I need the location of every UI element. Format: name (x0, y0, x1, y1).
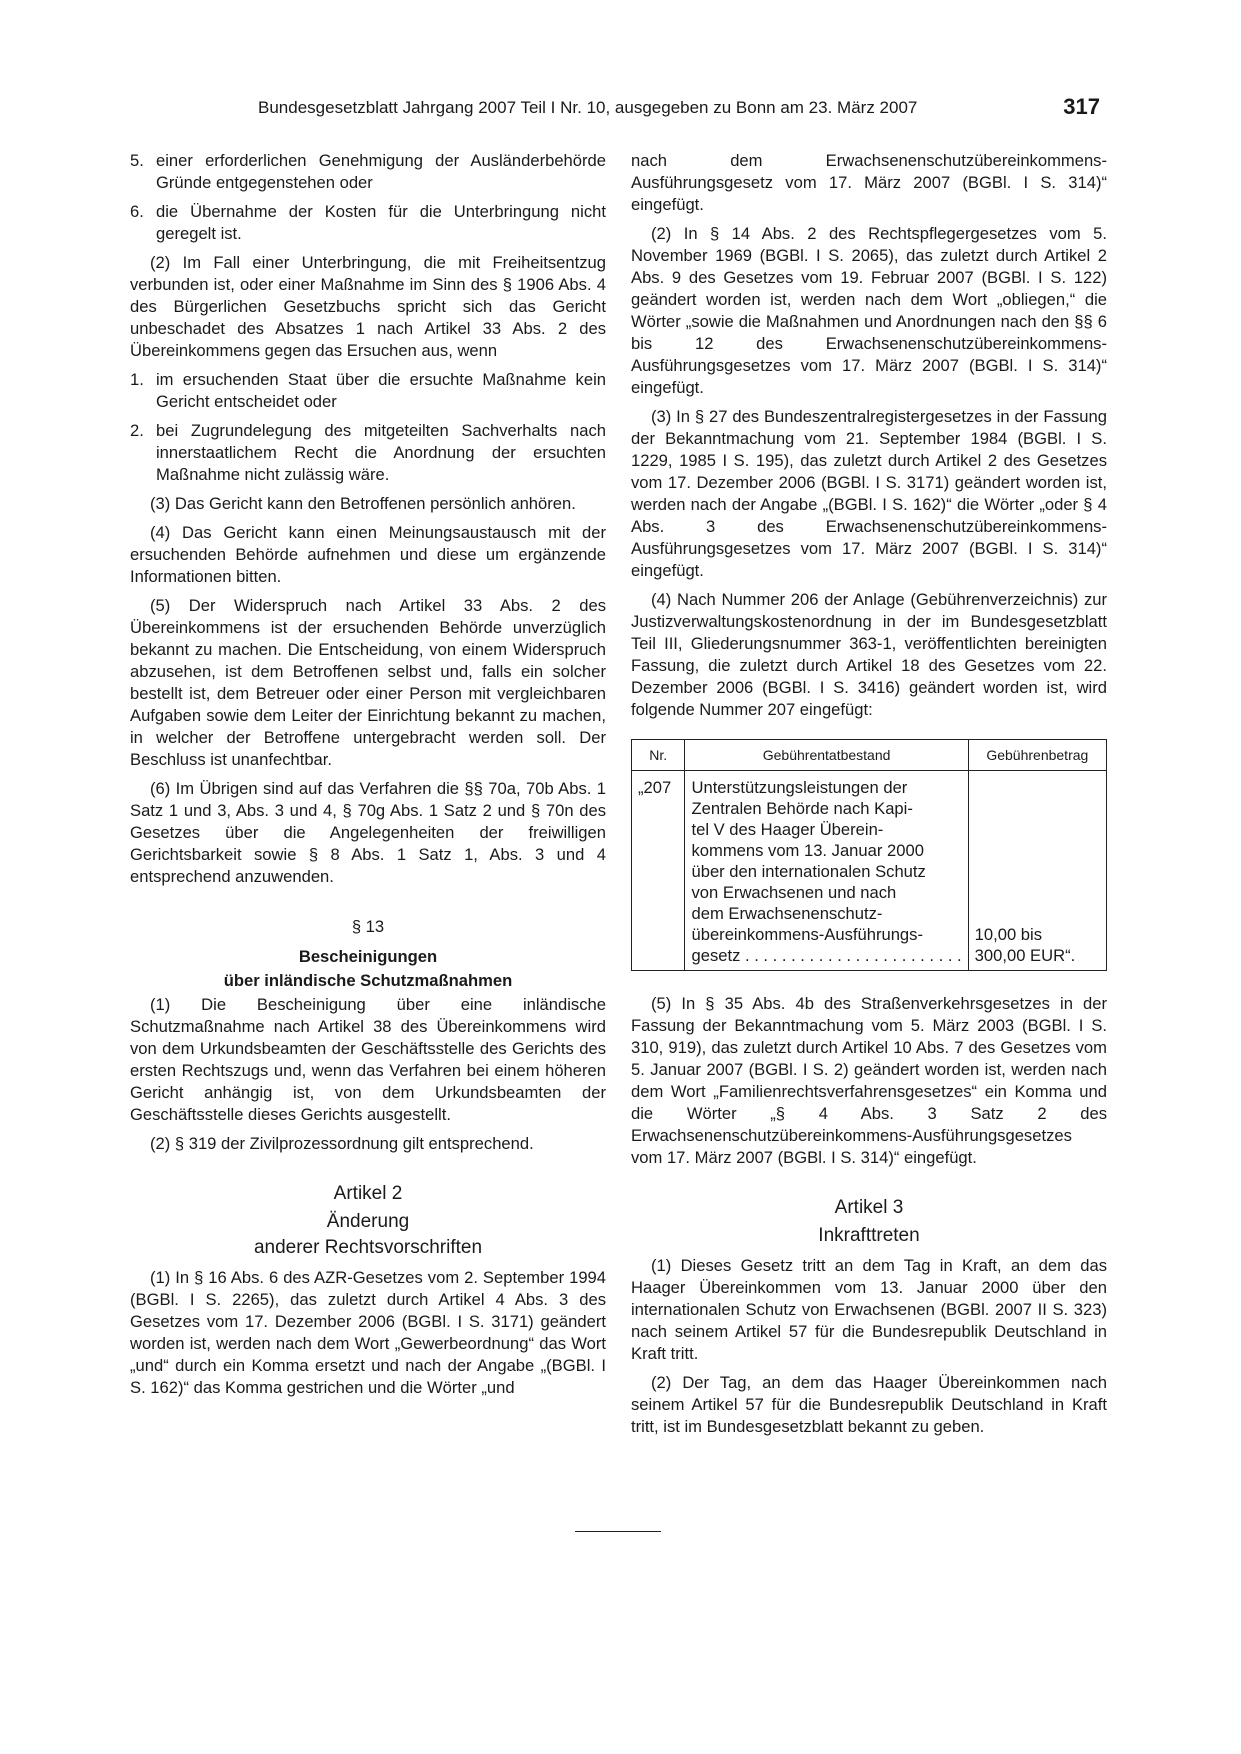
description-line: dem Erwachsenenschutz- (691, 904, 883, 923)
description-line: von Erwachsenen und nach (691, 883, 897, 902)
paragraph: (3) In § 27 des Bundeszentralregistergesetzes in der Fassung der Bekanntmachung vom 21. September 1984 (BGBl. I S. 1229, 1985 I S. 195), das zuletzt durch Artikel 2 des Gesetzes vom 17. Dezember 2006 (BGBl. I S. 3171) geändert worden ist, werden nach der Angabe „(BGBl. I S. 162)“ die Wörter „oder § 4 Abs. 3 des Erwachsenenschutzübereinkommens-Ausführungsgesetzes vom 17. März 2007 (BGBl. I S. 314)“ eingefügt. (631, 407, 1107, 580)
description-line: Zentralen Behörde nach Kapi- (691, 799, 913, 818)
article-title-line: Änderung (326, 1211, 410, 1232)
paragraph: (1) In § 16 Abs. 6 des AZR-Gesetzes vom 2. September 1994 (BGBl. I S. 2265), das zuletzt durch Artikel 4 Abs. 3 des Gesetzes vom 17. Dezember 2006 (BGBl. I S. 3171) geändert worden ist, werden nach dem Wort „Gewerbeordnung“ das Wort „und“ durch ein Komma ersetzt und nach der Angabe „(BGBl. I S. 162)“ das Komma gestrichen und die Wörter „und (130, 1268, 606, 1397)
list-item-number: 1. (130, 370, 144, 389)
table-cell-nr: „207 (632, 771, 685, 971)
paragraph: nach dem Erwachsenenschutzübereinkommens-Ausführungsgesetz vom 17. März 2007 (BGBl. I S. 314)“ eingefügt. (631, 151, 1107, 214)
paragraph: (4) Nach Nummer 206 der Anlage (Gebührenverzeichnis) zur Justizverwaltungskostenordnung in der im Bundesgesetzblatt Teil III, Gliederungsnummer 363-1, veröffentlichten bereinigten Fassung, die zuletzt durch Artikel 18 des Gesetzes vom 22. Dezember 2006 (BGBl. I S. 3416) geändert worden ist, wird folgende Nummer 207 eingefügt: (631, 590, 1107, 719)
list-item-number: 2. (130, 421, 144, 440)
list-item-number: 6. (130, 202, 144, 221)
paragraph: (3) Das Gericht kann den Betroffenen persönlich anhören. (150, 494, 576, 513)
paragraph: (5) Der Widerspruch nach Artikel 33 Abs. 2 des Übereinkommens ist der ersuchenden Behörde unverzüglich bekannt zu machen. Die Entscheidung, von einem Widerspruch abzusehen, ist dem Betroffenen selbst und, falls ein solcher bestellt ist, dem Betreuer oder einer Person mit vergleichbaren Aufgaben sowie dem Leiter der Einrichtung bekannt zu machen, in welcher der Betroffene untergebracht werden soll. Der Beschluss ist unanfechtbar. (130, 596, 606, 769)
section-title-line: über inländische Schutzmaßnahmen (223, 971, 513, 990)
paragraph: (1) Die Bescheinigung über eine inländische Schutzmaßnahme nach Artikel 38 des Übereinkommens wird von dem Urkundsbeamten der Geschäftsstelle des Gerichts des ersten Rechtszugs und, wenn das Verfahren bei einem höheren Gericht anhängig ist, von dem Urkundsbeamten der Geschäftsstelle dieses Gerichts ausgestellt. (130, 995, 606, 1124)
left-column (130, 150, 606, 1406)
paragraph: (4) Das Gericht kann einen Meinungsaustausch mit der ersuchenden Behörde aufnehmen und diese um ergänzende Informationen bitten. (130, 523, 606, 586)
running-header (0, 94, 1241, 127)
table-header-cell: Nr. (632, 740, 685, 771)
article-title: Inkrafttreten (818, 1225, 920, 1246)
paragraph: (5) In § 35 Abs. 4b des Straßenverkehrsgesetzes in der Fassung der Bekanntmachung vom 5. März 2003 (BGBl. I S. 310, 919), das zuletzt durch Artikel 10 Abs. 7 des Gesetzes vom 5. Januar 2007 (BGBl. I S. 2) geändert worden ist, werden nach dem Wort „Familienrechtsverfahrensgesetzes“ ein Komma und die Wörter „§ 4 Abs. 3 Satz 2 des Erwachsenenschutzübereinkommens-Ausführungsgesetzes vom 17. März 2007 (BGBl. I S. 314)“ eingefügt. (631, 994, 1107, 1167)
article-title-line: anderer Rechtsvorschriften (253, 1237, 483, 1258)
paragraph: (1) Dieses Gesetz tritt an dem Tag in Kraft, an dem das Haager Übereinkommen vom 13. Januar 2000 über den internationalen Schutz von Erwachsenen (BGBl. 2007 II S. 323) nach seinem Artikel 57 für die Bundesrepublik Deutschland in Kraft tritt. (631, 1256, 1107, 1363)
right-column (631, 150, 1107, 1445)
paragraph: (2) Der Tag, an dem das Haager Übereinkommen nach seinem Artikel 57 für die Bundesrepublik Deutschland in Kraft tritt, ist im Bundesgesetzblatt bekannt zu geben. (631, 1373, 1107, 1436)
header-text: Bundesgesetzblatt Jahrgang 2007 Teil I Nr. 10, ausgegeben zu Bonn am 23. März 2007 (258, 98, 918, 117)
section-number: § 13 (351, 917, 385, 936)
table-cell-description (685, 771, 968, 971)
paragraph: (2) In § 14 Abs. 2 des Rechtspflegergesetzes vom 5. November 1969 (BGBl. I S. 2065), das zuletzt durch Artikel 2 Abs. 9 des Gesetzes vom 19. Februar 2007 (BGBl. I S. 122) geändert worden ist, werden nach dem Wort „obliegen,“ die Wörter „sowie die Maßnahmen und Anordnungen nach den §§ 6 bis 12 des Erwachsenenschutzübereinkommens-Ausführungsgesetzes vom 17. März 2007 (BGBl. I S. 314)“ eingefügt. (631, 224, 1107, 397)
table-cell-amount (968, 771, 1106, 971)
description-line: über den internationalen Schutz (691, 862, 926, 881)
description-line: übereinkommens-Ausführungs- (691, 925, 923, 944)
paragraph: (2) Im Fall einer Unterbringung, die mit Freiheitsentzug verbunden ist, oder einer Maßnahme im Sinn des § 1906 Abs. 4 des Bürgerlichen Gesetzbuchs spricht sich das Gericht unbeschadet des Absatzes 1 nach Artikel 33 Abs. 2 des Übereinkommens gegen das Ersuchen aus, wenn (130, 253, 606, 360)
table-header-row (632, 740, 1107, 771)
list-item-number: 5. (130, 151, 144, 170)
description-line: Unterstützungsleistungen der (691, 778, 908, 797)
list-item-text: einer erforderlichen Genehmigung der Ausländerbehörde Gründe entgegenstehen oder (156, 151, 606, 192)
list-item-text: im ersuchenden Staat über die ersuchte Maßnahme kein Gericht entscheidet oder (156, 370, 606, 411)
list-item (130, 201, 606, 245)
list-item (130, 150, 606, 194)
list-item-text: bei Zugrundelegung des mitgeteilten Sachverhalts nach innerstaatlichem Recht die Anordnung der ersuchten Maßnahme nicht zulässig wäre. (156, 421, 606, 484)
list-item (130, 369, 606, 413)
list-item (130, 420, 606, 486)
description-line: tel V des Haager Überein- (691, 820, 884, 839)
page-number: 317 (1063, 94, 1100, 119)
paragraph: (2) § 319 der Zivilprozessordnung gilt entsprechend. (150, 1134, 534, 1153)
paragraph: (6) Im Übrigen sind auf das Verfahren die §§ 70a, 70b Abs. 1 Satz 1 und 3, Abs. 3 und 4, § 70g Abs. 1 Satz 2 und § 70n des Gesetzes über die Angelegenheiten der freiwilligen Gerichtsbarkeit sowie § 8 Abs. 1 Satz 1, Abs. 3 und 4 entsprechend anzuwenden. (130, 779, 606, 886)
article-number: Artikel 2 (333, 1183, 403, 1204)
section-title-line: Bescheinigungen (298, 947, 438, 966)
description-line: kommens vom 13. Januar 2000 (691, 841, 924, 860)
fee-table (631, 739, 1107, 971)
table-header-cell: Gebührenbetrag (968, 740, 1106, 771)
table-row (632, 771, 1107, 971)
description-line: gesetz . . . . . . . . . . . . . . . . . . . . . . . . (691, 946, 962, 965)
article-number: Artikel 3 (834, 1197, 904, 1218)
amount-line: 300,00 EUR“. (974, 946, 1076, 965)
amount-line: 10,00 bis (974, 925, 1043, 944)
table-header-cell: Gebührentatbestand (685, 740, 968, 771)
footer-rule (575, 1531, 661, 1532)
list-item-text: die Übernahme der Kosten für die Unterbringung nicht geregelt ist. (156, 202, 606, 243)
